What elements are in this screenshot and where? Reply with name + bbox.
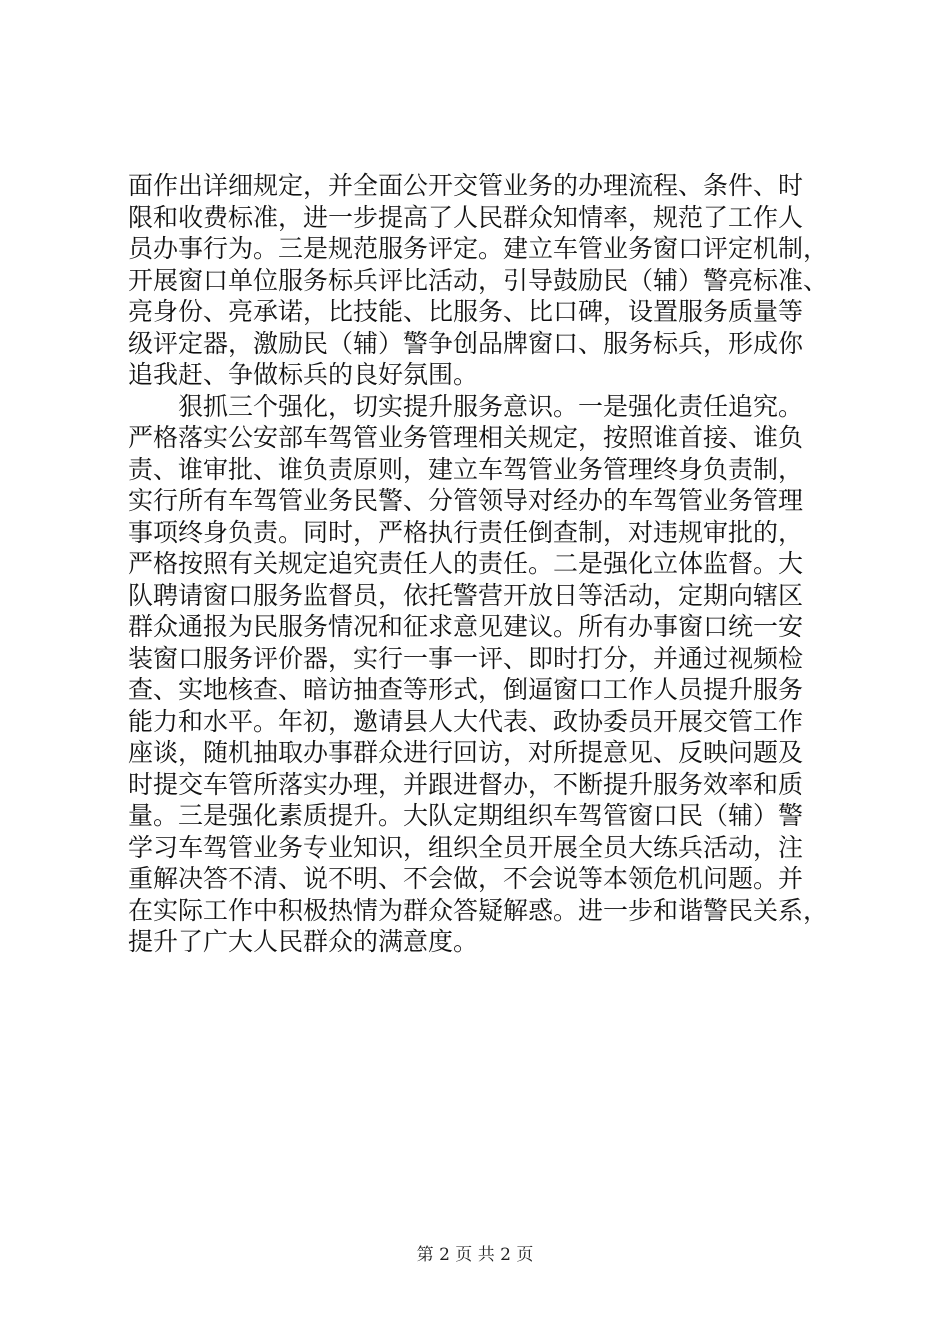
text-line: 在实际工作中积极热情为群众答疑解惑。进一步和谐警民关系， bbox=[128, 895, 828, 925]
text-line: 座谈，随机抽取办事群众进行回访，对所提意见、反映问题及 bbox=[128, 738, 804, 767]
text-line: 追我赶、争做标兵的良好氛围。 bbox=[128, 360, 479, 389]
text-line: 学习车驾管业务专业知识，组织全员开展全员大练兵活动，注 bbox=[128, 832, 804, 862]
page-number-label: 第 2 页 共 2 页 bbox=[416, 1245, 534, 1265]
page-footer bbox=[0, 1244, 950, 1266]
body-text bbox=[128, 170, 828, 958]
text-line: 严格落实公安部车驾管业务管理相关规定，按照谁首接、谁负 bbox=[128, 423, 804, 452]
text-line: 实行所有车驾管业务民警、分管领导对经办的车驾管业务管理 bbox=[128, 486, 804, 515]
text-line: 限和收费标准，进一步提高了人民群众知情率，规范了工作人 bbox=[128, 202, 804, 232]
text-line: 开展窗口单位服务标兵评比活动，引导鼓励民（辅）警亮标准、 bbox=[128, 265, 828, 295]
text-line: 责、谁审批、谁负责原则，建立车驾管业务管理终身负责制， bbox=[128, 454, 804, 484]
text-line: 群众通报为民服务情况和征求意见建议。所有办事窗口统一安 bbox=[128, 612, 804, 641]
text-line: 亮身份、亮承诺，比技能、比服务、比口碑，设置服务质量等 bbox=[128, 297, 804, 326]
text-line: 事项终身负责。同时，严格执行责任倒查制，对违规审批的， bbox=[128, 517, 804, 547]
text-line: 提升了广大人民群众的满意度。 bbox=[128, 927, 479, 956]
text-line: 时提交车管所落实办理，并跟进督办，不断提升服务效率和质 bbox=[128, 769, 804, 799]
text-line: 查、实地核查、暗访抽查等形式，倒逼窗口工作人员提升服务 bbox=[128, 675, 804, 704]
text-line: 能力和水平。年初，邀请县人大代表、政协委员开展交管工作 bbox=[128, 706, 804, 736]
text-line: 装窗口服务评价器，实行一事一评、即时打分，并通过视频检 bbox=[128, 643, 804, 673]
text-line: 量。三是强化素质提升。大队定期组织车驾管窗口民（辅）警 bbox=[128, 801, 804, 830]
text-line: 严格按照有关规定追究责任人的责任。二是强化立体监督。大 bbox=[128, 549, 804, 578]
text-line: 重解决答不清、说不明、不会做，不会说等本领危机问题。并 bbox=[128, 864, 804, 893]
text-line: 队聘请窗口服务监督员，依托警营开放日等活动，定期向辖区 bbox=[128, 580, 804, 610]
text-line: 员办事行为。三是规范服务评定。建立车管业务窗口评定机制， bbox=[128, 234, 828, 263]
text-line: 级评定器，激励民（辅）警争创品牌窗口、服务标兵，形成你 bbox=[128, 328, 804, 358]
text-line: 面作出详细规定，并全面公开交管业务的办理流程、条件、时 bbox=[128, 171, 804, 200]
paragraph-first-line: 狠抓三个强化，切实提升服务意识。一是强化责任追究。 bbox=[178, 391, 804, 421]
